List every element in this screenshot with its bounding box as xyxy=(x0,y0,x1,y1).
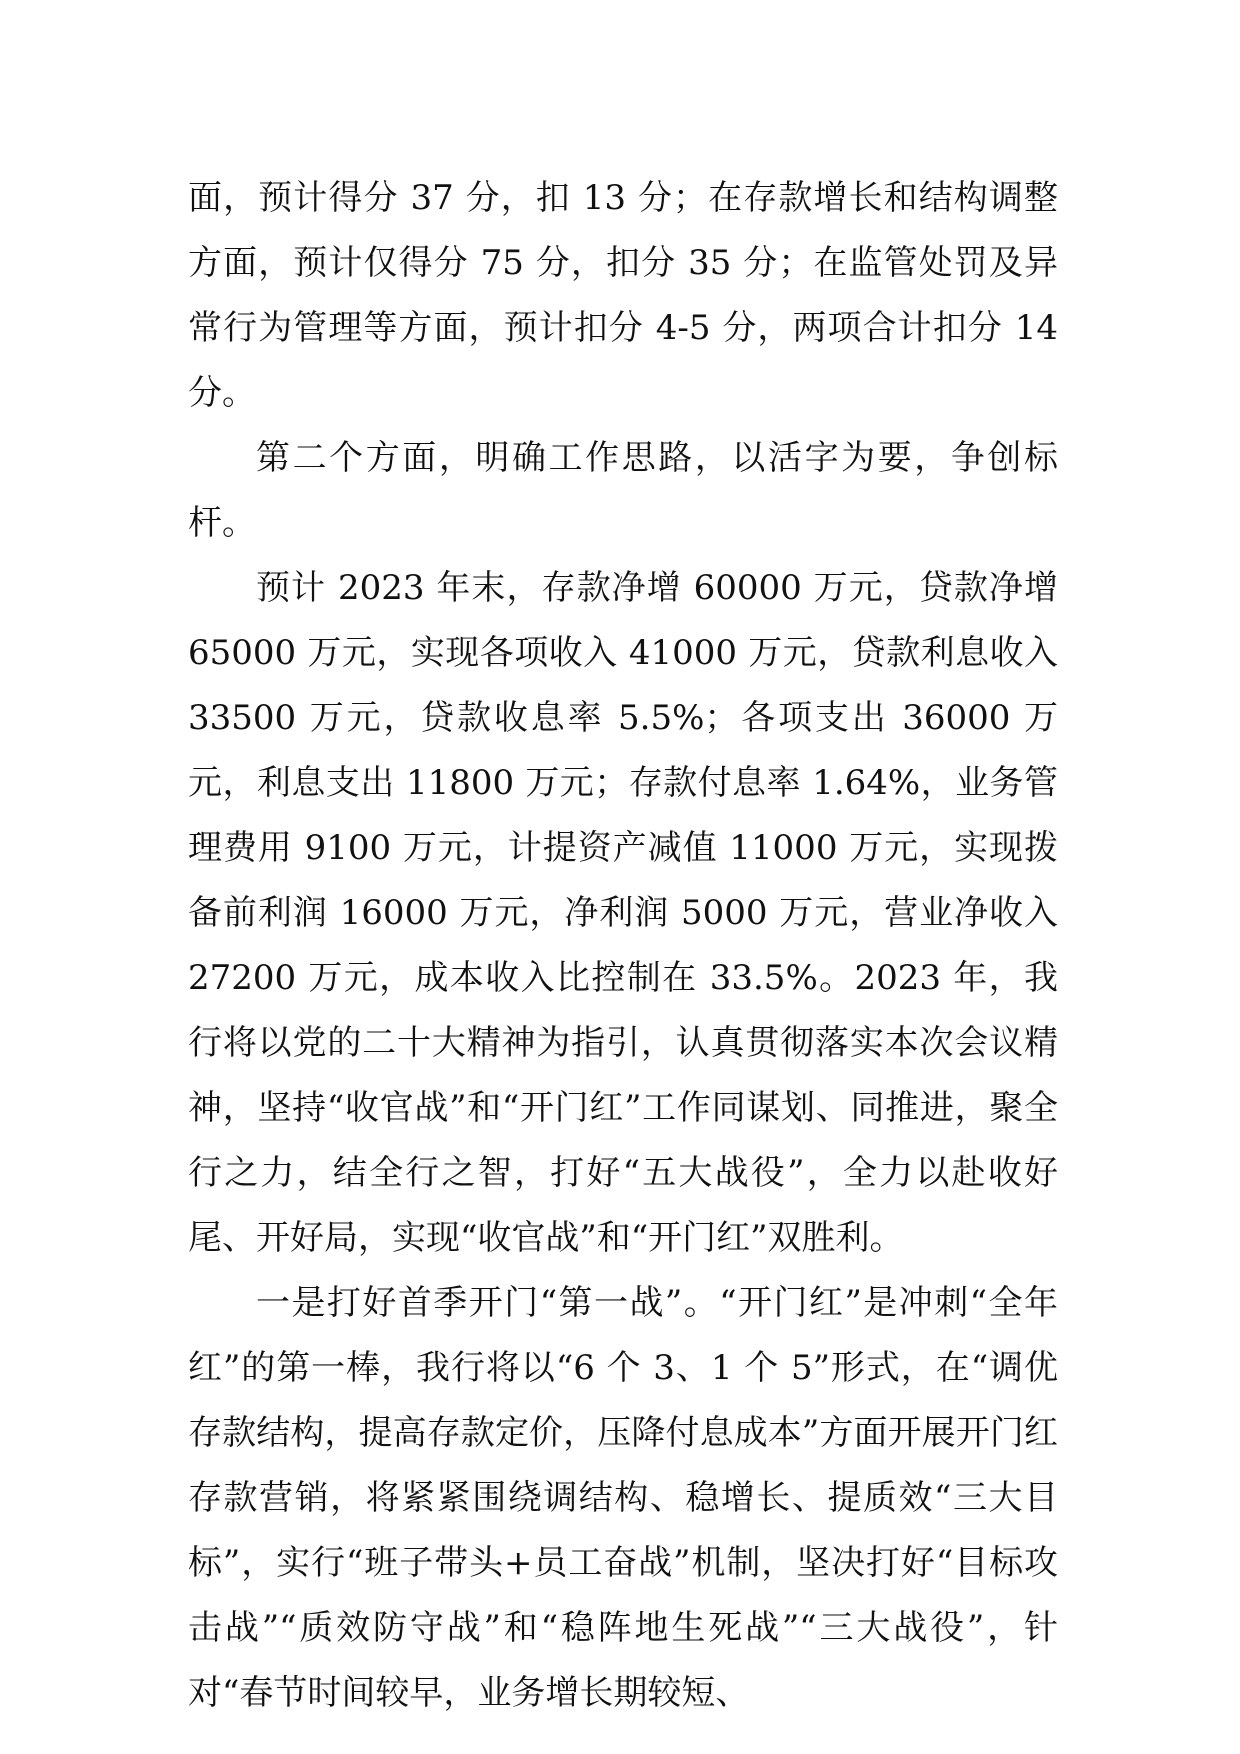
paragraph-first-quarter-battle: 一是打好首季开门“第一战”。“开门红”是冲刺“全年红”的第一棒，我行将以“6 个 3、1 个 5”形式，在“调优存款结构，提高存款定价，压降付息成本”方面开展开门红存款营销，将紧紧围绕调结构、稳增长、提质效“三大目标”，实行“班子带头+员工奋战”机制，坚决打好“目标攻击战”“质效防守战”和“稳阵地生死战”“三大战役”，针对“春节时间较早，业务增长期较短、 xyxy=(188,1283,1058,1713)
document-body xyxy=(188,166,1058,1726)
paragraph-score-summary: 面，预计得分 37 分，扣 13 分；在存款增长和结构调整方面，预计仅得分 75 分，扣分 35 分；在监管处罚及异常行为管理等方面，预计扣分 4-5 分，两项合计扣分 14 分。 xyxy=(188,178,1058,413)
paragraph-section-two-heading: 第二个方面，明确工作思路，以活字为要，争创标杆。 xyxy=(188,438,1058,543)
paragraph-2023-forecast: 预计 2023 年末，存款净增 60000 万元，贷款净增 65000 万元，实现各项收入 41000 万元，贷款利息收入 33500 万元，贷款收息率 5.5%；各项支出 36000 万元，利息支出 11800 万元；存款付息率 1.64%，业务管理费用 9100 万元，计提资产减值 11000 万元，实现拨备前利润 16000 万元，净利润 5000 万元，营业净收入 27200 万元，成本收入比控制在 33.5%。2023 年，我行将以党的二十大精神为指引，认真贯彻落实本次会议精神，坚持“收官战”和“开门红”工作同谋划、同推进，聚全行之力，结全行之智，打好“五大战役”，全力以赴收好尾、开好局，实现“收官战”和“开门红”双胜利。 xyxy=(188,568,1058,1258)
